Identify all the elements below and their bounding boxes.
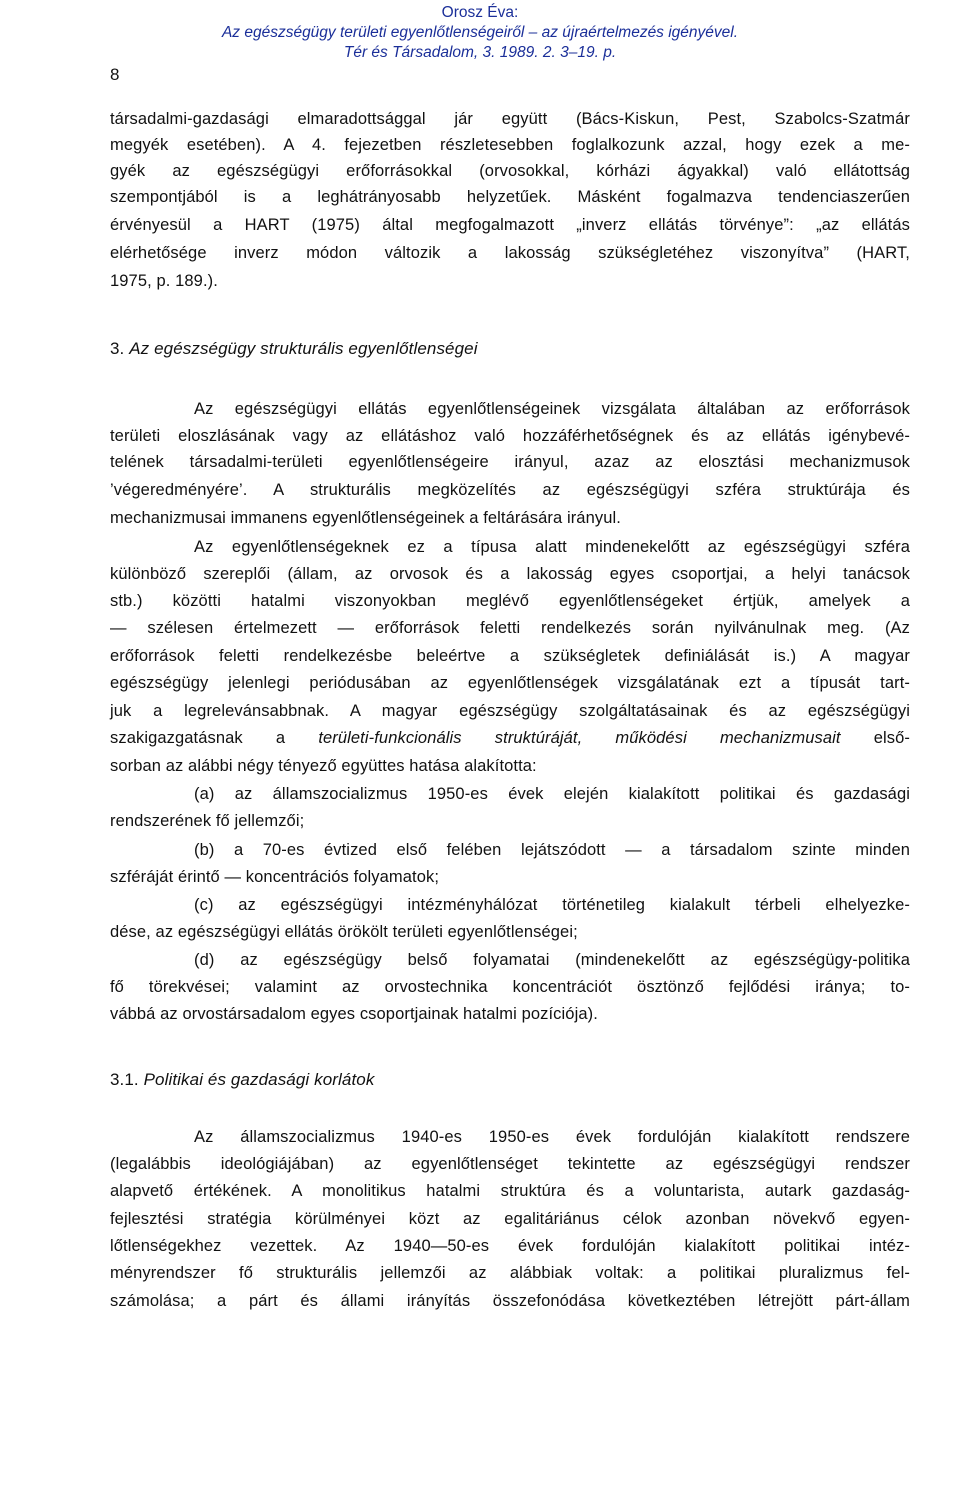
p2-line-4: ’végeredményére’. A strukturális megközelítés az egészségügyi szféra struktúrája és bbox=[110, 481, 910, 499]
item-a-line-2: rendszerének fő jellemzői; bbox=[110, 812, 305, 830]
p3-line-8-start: szakigazgatásnak a bbox=[110, 729, 319, 747]
header-author: Orosz Éva: bbox=[441, 4, 519, 21]
p4-line-6: ményrendszer fő strukturális jellemzői az alábbiak voltak: a politikai pluralizmus fel- bbox=[110, 1264, 910, 1282]
p3-line-2: különböző szereplői (állam, az orvosok és a lakosság egyes csoportjai, a helyi tanácsok bbox=[110, 565, 910, 583]
p3-line-9: sorban az alábbi négy tényező együttes hatása alakította: bbox=[110, 757, 537, 775]
header-title: Az egészségügy területi egyenlőtlenségeiről – az újraértelmezés igényével. bbox=[221, 24, 739, 41]
p3-line-3: stb.) közötti hatalmi viszonyokban meglévő egyenlőtlenségeket értjük, amelyek a bbox=[110, 592, 910, 610]
p3-line-8-end: első- bbox=[840, 729, 910, 747]
item-b-line-1: (b) a 70-es évtized első felében lejátszódott — a társadalom szinte minden bbox=[194, 841, 910, 859]
header-source: Tér és Társadalom, 3. 1989. 2. 3–19. p. bbox=[343, 44, 617, 61]
p3-emphasis: területi-funkcionális struktúráját, működési mechanizmusait bbox=[318, 729, 841, 747]
p1-line-2: megyék esetében). A 4. fejezetben részletesebben foglalkozunk azzal, hogy ezek a me- bbox=[110, 136, 910, 154]
p4-line-4: fejlesztési stratégia körülményei közt az egalitáriánus célok azonban növekvő egyen- bbox=[110, 1210, 910, 1228]
p4-line-3: alapvető értékének. A monolitikus hatalmi struktúra és a voluntarista, autark gazdaság- bbox=[110, 1182, 910, 1200]
section-3-1-title: Politikai és gazdasági korlátok bbox=[143, 1070, 375, 1089]
p1-line-1: társadalmi-gazdasági elmaradottsággal jár együtt (Bács-Kiskun, Pest, Szabolcs-Szatmár bbox=[110, 110, 910, 128]
p1-line-6: elérhetősége inverz módon változik a lakosság szükségletéhez viszonyítva” (HART, bbox=[110, 244, 910, 262]
p1-line-7: 1975, p. 189.). bbox=[110, 272, 218, 290]
p3-line-8 bbox=[110, 727, 910, 749]
p3-line-4: — szélesen értelmezett — erőforrások feletti rendelkezés során nyilvánulnak meg. (Az bbox=[110, 619, 910, 637]
section-3-1-heading bbox=[110, 1069, 374, 1091]
section-3-number: 3. bbox=[110, 339, 125, 358]
item-d-line-3: vábbá az orvostársadalom egyes csoportjainak hatalmi pozíciója). bbox=[110, 1005, 598, 1023]
item-d-line-1: (d) az egészségügy belső folyamatai (mindenekelőtt az egészségügy-politika bbox=[194, 951, 910, 969]
section-3-title: Az egészségügy strukturális egyenlőtlenségei bbox=[129, 339, 478, 358]
p3-line-5: erőforrások feletti rendelkezésbe beleértve a szükségletek definiálását is.) A magyar bbox=[110, 647, 910, 665]
p3-line-6: egészségügy jelenlegi periódusában az egyenlőtlenségek vizsgálatának ezt a típusát tart- bbox=[110, 674, 910, 692]
section-3-heading bbox=[110, 338, 478, 360]
page-number: 8 bbox=[110, 65, 120, 84]
p3-line-7: juk a legrelevánsabbnak. A magyar egészségügy szolgáltatásainak és az egészségügyi bbox=[110, 702, 910, 720]
item-d-line-2: fő törekvései; valamint az orvostechnika koncentrációt ösztönző fejlődési iránya; to- bbox=[110, 978, 910, 996]
item-b-line-2: szféráját érintő — koncentrációs folyamatok; bbox=[110, 868, 440, 886]
p3-line-1: Az egyenlőtlenségeknek ez a típusa alatt mindenekelőtt az egészségügyi szféra bbox=[194, 538, 910, 556]
p1-line-5: érvényesül a HART (1975) által megfogalmazott „inverz ellátás törvénye”: „az ellátás bbox=[110, 216, 910, 234]
p1-line-4: szempontjából is a leghátrányosabb helyzetűek. Másként fogalmazva tendenciaszerűen bbox=[110, 188, 910, 206]
p4-line-2: (legalábbis ideológiájában) az egyenlőtlenséget tekintette az egészségügyi rendszer bbox=[110, 1155, 910, 1173]
p2-line-1: Az egészségügyi ellátás egyenlőtlenségeinek vizsgálata általában az erőforrások bbox=[194, 400, 910, 418]
p4-line-5: lőtlenségekhez vezettek. Az 1940—50-es évek fordulóján kialakított politikai intéz- bbox=[110, 1237, 910, 1255]
p2-line-2: területi eloszlásának vagy az ellátáshoz való hozzáférhetőségnek és az ellátás igénybevé- bbox=[110, 427, 910, 445]
p4-line-7: számolása; a párt és állami irányítás összefonódása következtében létrejött párt-állam bbox=[110, 1292, 910, 1310]
p1-line-3: gyék az egészségügyi erőforrásokkal (orvosokkal, kórházi ágyakkal) való ellátottság bbox=[110, 162, 910, 180]
section-3-1-number: 3.1. bbox=[110, 1070, 139, 1089]
item-c-line-2: dése, az egészségügyi ellátás örökölt területi egyenlőtlenségei; bbox=[110, 923, 578, 941]
p2-line-3: telének társadalmi-területi egyenlőtlenségeire irányul, azaz az elosztási mechanizmusok bbox=[110, 453, 910, 471]
p2-line-5: mechanizmusai immanens egyenlőtlenségeinek a feltárására irányul. bbox=[110, 509, 621, 527]
item-c-line-1: (c) az egészségügyi intézményhálózat történetileg kialakult térbeli elhelyezke- bbox=[194, 896, 910, 914]
p4-line-1: Az államszocializmus 1940-es 1950-es évek fordulóján kialakított rendszere bbox=[194, 1128, 910, 1146]
item-a-line-1: (a) az államszocializmus 1950-es évek elején kialakított politikai és gazdasági bbox=[194, 785, 910, 803]
